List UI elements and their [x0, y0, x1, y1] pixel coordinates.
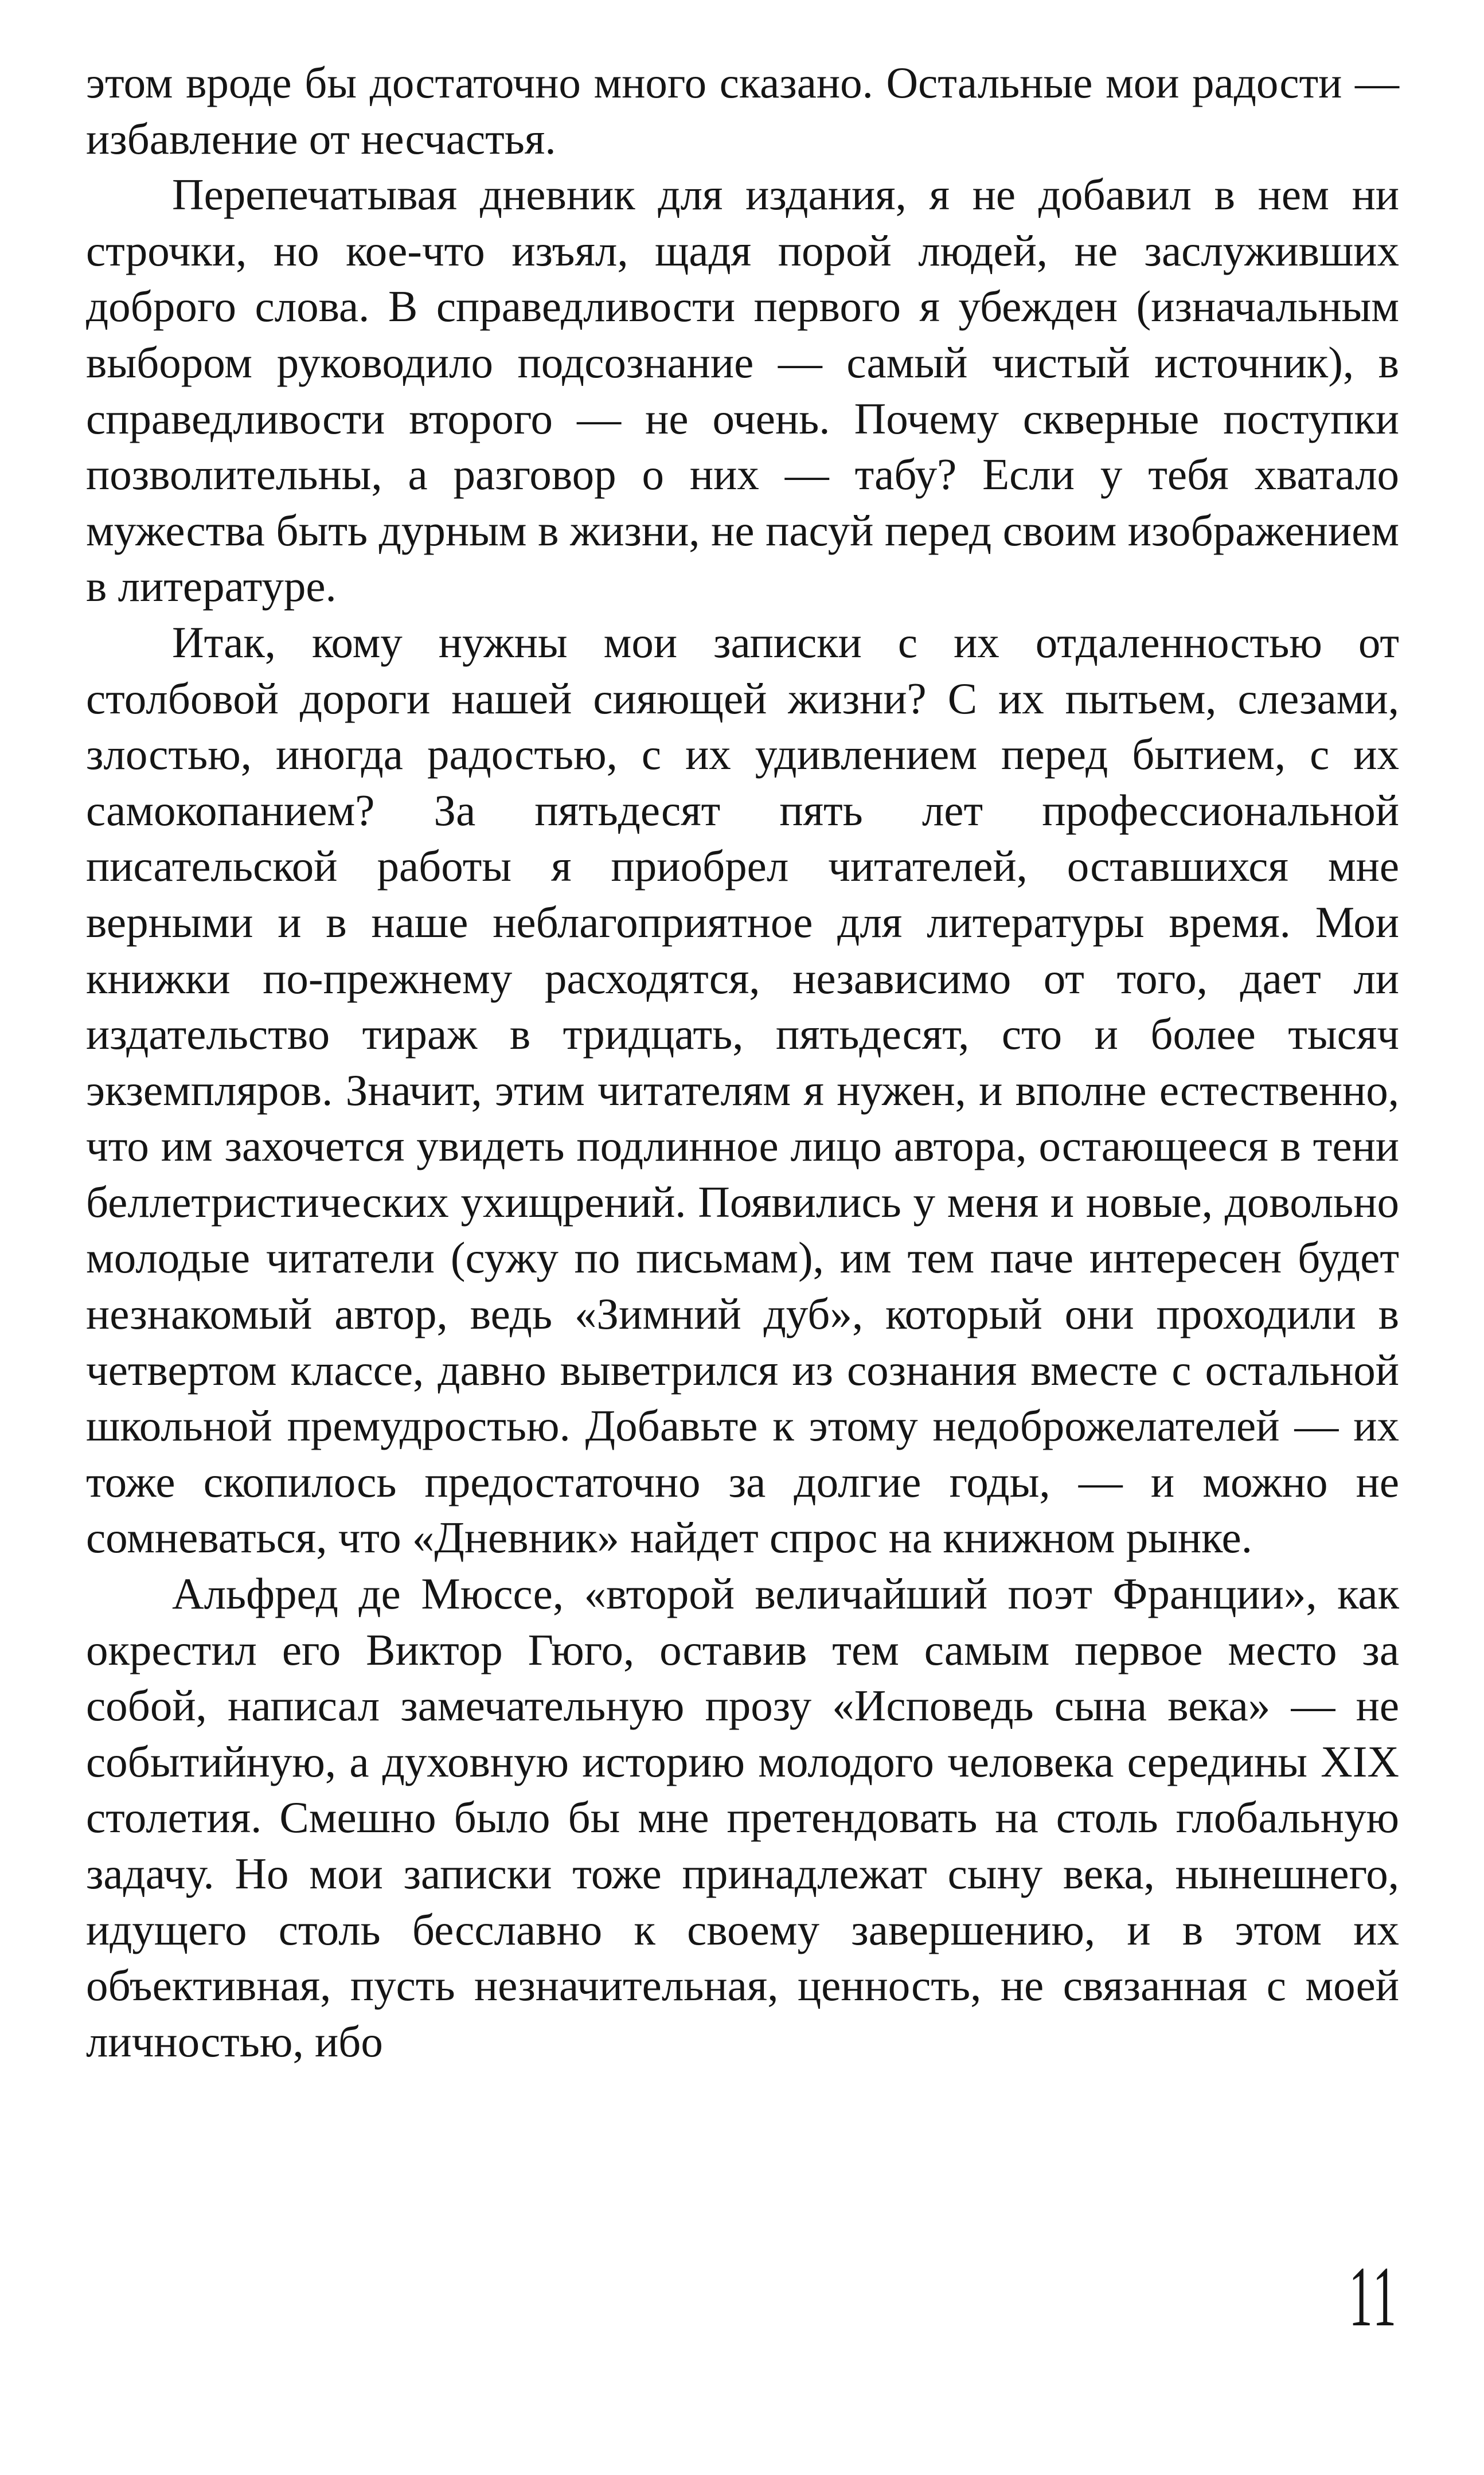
- paragraph-continuation: этом вроде бы достаточно много сказано. Остальные мои радости — избавление от несчастья.: [86, 58, 1399, 163]
- paragraph-diary-editing: Перепечатывая дневник для издания, я не добавил в нем ни строчки, но кое-что изъял, щадя порой людей, не заслуживших доброго слова. В справедливости первого я убежден (изначальным выбором руководило подсознание — самый чистый источник), в справедливости второго — не очень. Почему скверные поступки позволительны, а разговор о них — табу? Если у тебя хватало мужества быть дурным в жизни, не пасуй перед своим изображением в литературе.: [86, 170, 1399, 611]
- paragraph-readers: Итак, кому нужны мои записки с их отдаленностью от столбовой дороги нашей сияющей жизни? С их пытьем, слезами, злостью, иногда радостью, с их удивлением перед бытием, с их самокопанием? За пятьдесят пять лет профессиональной писательской работы я приобрел читателей, оставшихся мне верными и в наше неблагоприятное для литературы время. Мои книжки по-прежнему расходятся, независимо от того, дает ли издательство тираж в тридцать, пятьдесят, сто и более тысяч экземпляров. Значит, этим читателям я нужен, и вполне естественно, что им захочется увидеть подлинное лицо автора, остающееся в тени беллетристических ухищрений. Появились у меня и новые, довольно молодые читатели (сужу по письмам), им тем паче интересен будет незнакомый автор, ведь «Зимний дуб», который они проходили в четвертом классе, давно выветрился из сознания вместе с остальной школьной премудростью. Добавьте к этому недоброжелателей — их тоже скопилось предостаточно за долгие годы, — и можно не сомневаться, что «Дневник» найдет спрос на книжном рынке.: [86, 617, 1399, 1563]
- paragraph-musset: Альфред де Мюссе, «второй величайший поэт Франции», как окрестил его Виктор Гюго, оставив тем самым первое место за собой, написал замечательную прозу «Исповедь сына века» — не событийную, а духовную историю молодого человека середины XIX столетия. Смешно было бы мне претендовать на столь глобальную задачу. Но мои записки тоже принадлежат сыну века, нынешнего, идущего столь бесславно к своему завершению, и в этом их объективная, пусть незначительная, ценность, не связанная с моей личностью, ибо: [86, 1569, 1399, 2066]
- page-number: 11: [1348, 2249, 1398, 2344]
- body-text: [86, 55, 1399, 2070]
